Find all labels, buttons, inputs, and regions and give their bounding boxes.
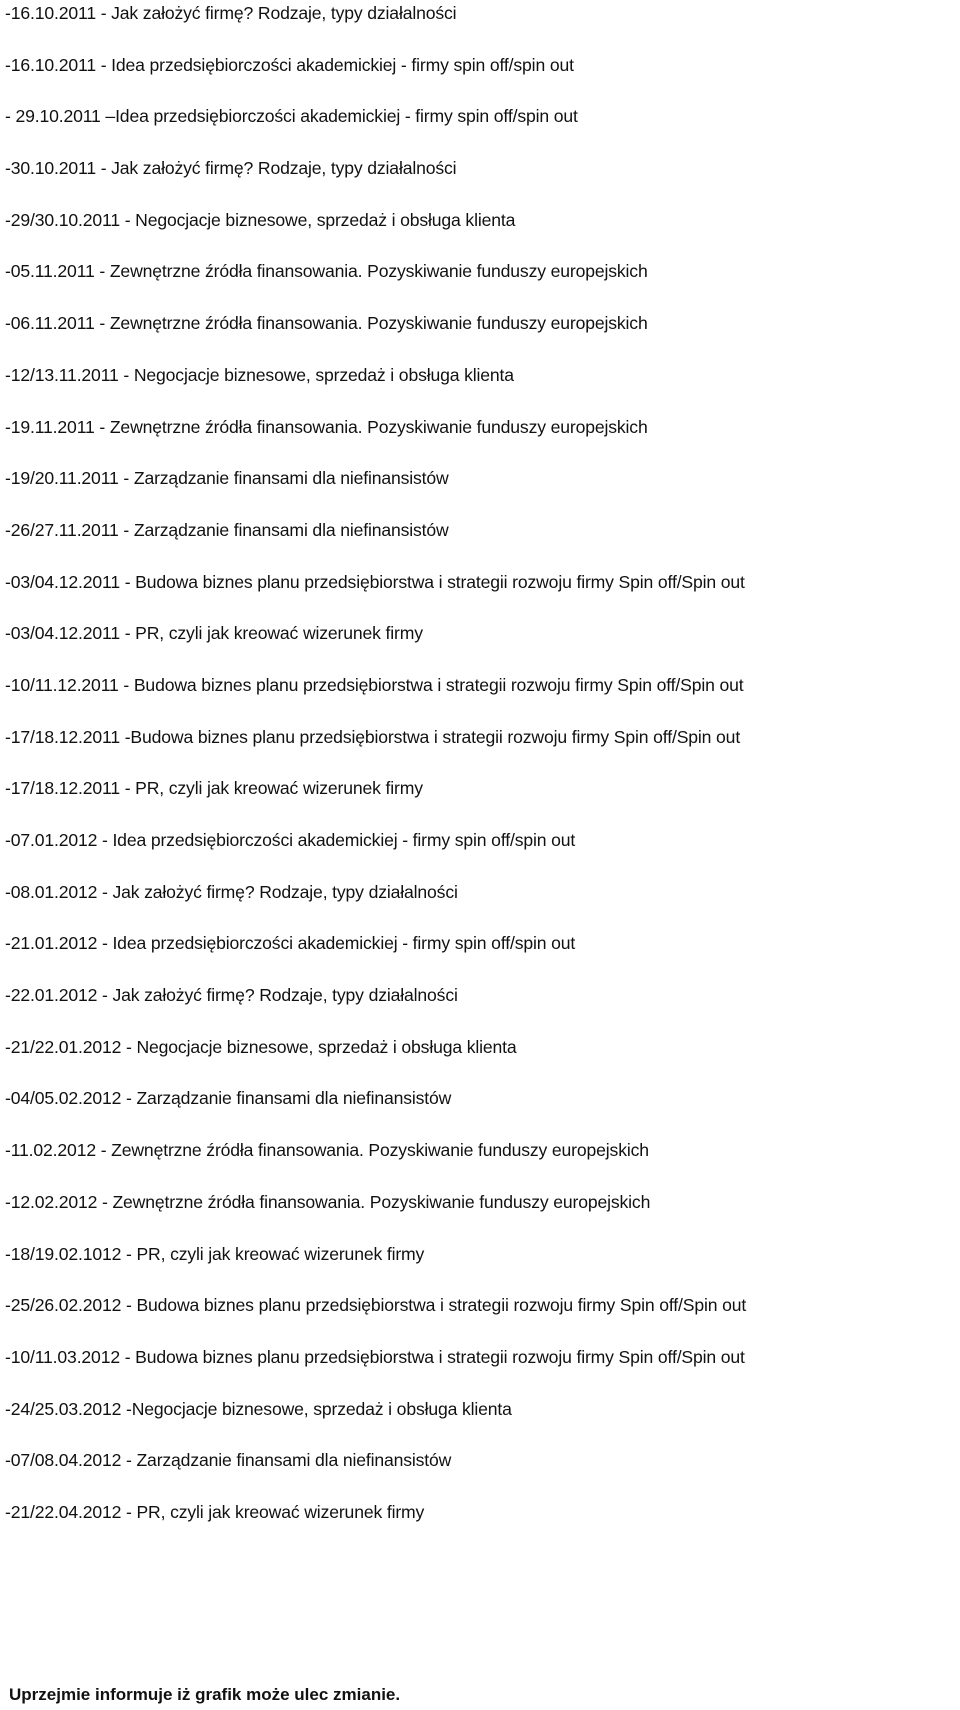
schedule-item: -12.02.2012 - Zewnętrzne źródła finansowania. Pozyskiwanie funduszy europejskich	[5, 1191, 651, 1212]
schedule-item: -21.01.2012 - Idea przedsiębiorczości akademickiej - firmy spin off/spin out	[5, 933, 576, 954]
schedule-item: -19.11.2011 - Zewnętrzne źródła finansowania. Pozyskiwanie funduszy europejskich	[5, 416, 648, 437]
schedule-item: -05.11.2011 - Zewnętrzne źródła finansowania. Pozyskiwanie funduszy europejskich	[5, 261, 648, 282]
schedule-item: -07.01.2012 - Idea przedsiębiorczości akademickiej - firmy spin off/spin out	[5, 830, 576, 850]
schedule-item: -16.10.2011 - Idea przedsiębiorczości akademickiej - firmy spin off/spin out	[5, 54, 574, 75]
schedule-change-notice: Uprzejmie informuje iż grafik może ulec zmianie.	[9, 1685, 401, 1704]
schedule-item: - 29.10.2011 –Idea przedsiębiorczości akademickiej - firmy spin off/spin out	[5, 106, 578, 127]
schedule-item: -25/26.02.2012 - Budowa biznes planu przedsiębiorstwa i strategii rozwoju firmy Spin off/Spin out	[5, 1295, 747, 1316]
schedule-item: -21/22.01.2012 - Negocjacje biznesowe, sprzedaż i obsługa klienta	[5, 1036, 517, 1057]
schedule-list	[5, 2, 960, 1553]
schedule-item: -22.01.2012 - Jak założyć firmę? Rodzaje, typy działalności	[5, 985, 458, 1006]
schedule-item: -18/19.02.1012 - PR, czyli jak kreować wizerunek firmy	[5, 1243, 425, 1264]
schedule-item: -04/05.02.2012 - Zarządzanie finansami dla niefinansistów	[5, 1088, 452, 1109]
schedule-item: -30.10.2011 - Jak założyć firmę? Rodzaje, typy działalności	[5, 158, 457, 179]
schedule-item: -19/20.11.2011 - Zarządzanie finansami dla niefinansistów	[5, 468, 449, 489]
schedule-item: -21/22.04.2012 - PR, czyli jak kreować wizerunek firmy	[5, 1501, 425, 1522]
schedule-item: -03/04.12.2011 - PR, czyli jak kreować wizerunek firmy	[5, 623, 423, 644]
schedule-item: -12/13.11.2011 - Negocjacje biznesowe, sprzedaż i obsługa klienta	[5, 364, 514, 385]
schedule-item: -24/25.03.2012 -Negocjacje biznesowe, sprzedaż i obsługa klienta	[5, 1398, 512, 1419]
schedule-item: -17/18.12.2011 -Budowa biznes planu przedsiębiorstwa i strategii rozwoju firmy Spin off/Spin out	[5, 726, 741, 747]
schedule-item: -07/08.04.2012 - Zarządzanie finansami dla niefinansistów	[5, 1450, 452, 1471]
schedule-item: -08.01.2012 - Jak założyć firmę? Rodzaje, typy działalności	[5, 881, 458, 902]
schedule-item: -10/11.12.2011 - Budowa biznes planu przedsiębiorstwa i strategii rozwoju firmy Spin off/Spin out	[5, 674, 744, 695]
schedule-item: -06.11.2011 - Zewnętrzne źródła finansowania. Pozyskiwanie funduszy europejskich	[5, 313, 648, 334]
schedule-item: -26/27.11.2011 - Zarządzanie finansami dla niefinansistów	[5, 519, 449, 540]
schedule-item: -17/18.12.2011 - PR, czyli jak kreować wizerunek firmy	[5, 778, 423, 799]
schedule-item: -16.10.2011 - Jak założyć firmę? Rodzaje, typy działalności	[5, 3, 457, 23]
schedule-item: -29/30.10.2011 - Negocjacje biznesowe, sprzedaż i obsługa klienta	[5, 209, 516, 230]
schedule-item: -11.02.2012 - Zewnętrzne źródła finansowania. Pozyskiwanie funduszy europejskich	[5, 1140, 649, 1161]
schedule-item: -10/11.03.2012 - Budowa biznes planu przedsiębiorstwa i strategii rozwoju firmy Spin off/Spin out	[5, 1346, 745, 1367]
schedule-item: -03/04.12.2011 - Budowa biznes planu przedsiębiorstwa i strategii rozwoju firmy Spin off/Spin out	[5, 571, 745, 592]
